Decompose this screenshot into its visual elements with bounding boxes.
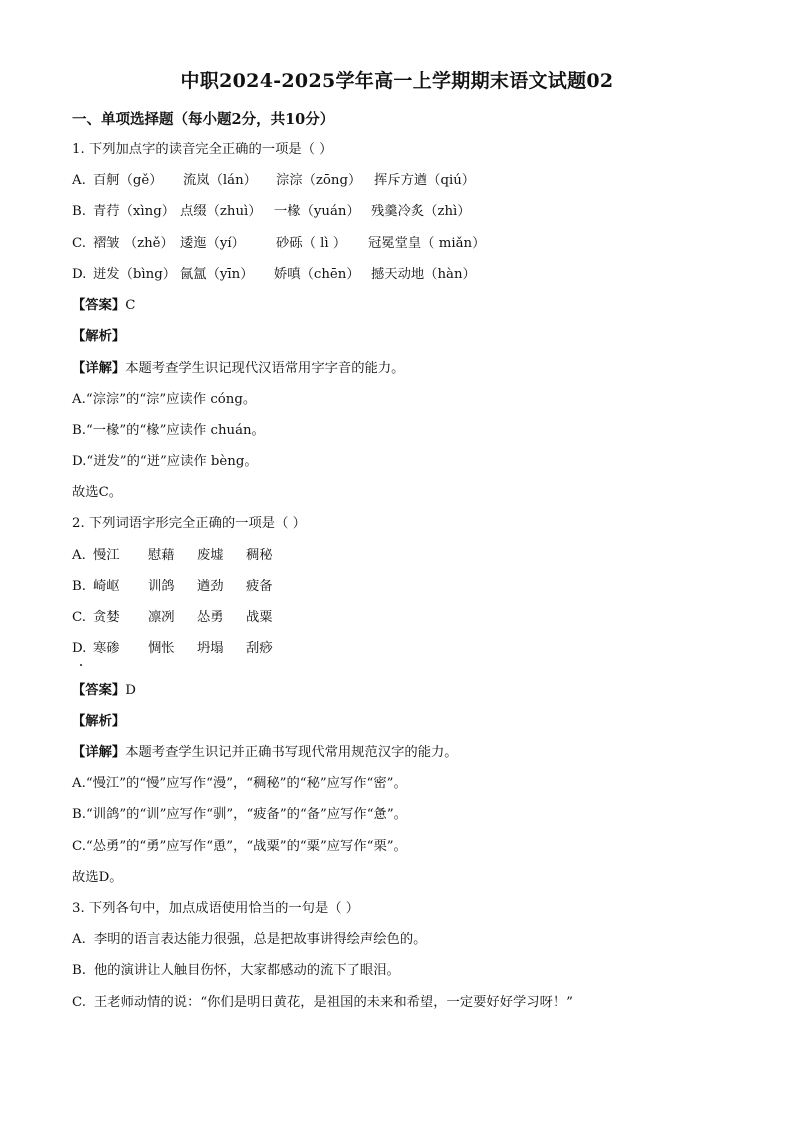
option-item: 废墟	[197, 548, 224, 563]
answer-value: D	[125, 683, 136, 698]
page-title: 中职2024-2025学年高一上学期期末语文试题02	[180, 70, 614, 92]
option-label: A.	[72, 548, 86, 563]
option-label: C.	[72, 236, 86, 251]
explanation-line: A.“慢江”的“慢”应写作“漫”，“稠秘”的“秘”应写作“密”。	[72, 776, 407, 791]
option-item: 战粟	[246, 610, 273, 625]
option-item: 惆怅	[148, 641, 175, 656]
analysis-tag: 【解析】	[72, 714, 126, 729]
option-label: A.	[72, 932, 86, 947]
option-text: 李明的语言表达能力很强，总是把故事讲得绘声绘色的。	[94, 932, 427, 947]
explanation-line: A.“淙淙”的“淙”应读作 cóng。	[72, 392, 257, 407]
option-label: D.	[72, 267, 87, 282]
option-item: 青荇（xìng）	[93, 204, 176, 219]
answer-line	[72, 297, 135, 315]
detail-tag: 【详解】	[72, 361, 126, 376]
option-item: 刮痧	[246, 641, 273, 656]
option-item: 寒碜	[93, 641, 120, 656]
detail-text: 本题考查学生识记并正确书写现代常用规范汉字的能力。	[125, 745, 458, 760]
explanation-line: C.“怂勇”的“勇”应写作“恿”，“战粟”的“粟”应写作“栗”。	[72, 839, 407, 854]
option-label: B.	[72, 204, 86, 219]
option-label: C.	[72, 995, 86, 1010]
option-item: 挥斥方遒（qiú）	[374, 173, 476, 188]
option-label: B.	[72, 963, 86, 978]
answer-value: C	[125, 298, 136, 313]
question-3-stem: 3. 下列各句中，加点成语使用恰当的一句是（ ）	[72, 901, 360, 916]
explanation-line: B.“一椽”的“椽”应读作 chuán。	[72, 423, 265, 438]
option-item: 砂砾（ lì ）	[276, 236, 347, 251]
answer-line	[72, 682, 136, 700]
option-label: D.	[72, 641, 87, 656]
option-item: 贪婪	[93, 610, 120, 625]
option-item: 点缀（zhuì）	[180, 204, 262, 219]
question-3-option-a	[72, 931, 426, 949]
option-item: 疲备	[246, 579, 273, 594]
option-item: 迸发（bìng）	[93, 267, 177, 282]
option-item: 逶迤（yí）	[180, 236, 245, 251]
option-item: 氤氲（yīn）	[180, 267, 254, 282]
option-item: 流岚（lán）	[183, 173, 257, 188]
question-1-stem: 1. 下列加点字的读音完全正确的一项是（ ）	[72, 142, 333, 157]
explanation-line: D.“迸发”的“迸”应读作 bèng。	[72, 454, 258, 469]
option-text: 他的演讲让人触目伤怀，大家都感动的流下了眼泪。	[94, 963, 400, 978]
option-item: 凛冽	[148, 610, 175, 625]
option-item: 淙淙（zōng）	[276, 173, 362, 188]
option-item: 坍塌	[197, 641, 224, 656]
detail-tag: 【详解】	[72, 745, 126, 760]
option-item: 稠秘	[246, 548, 273, 563]
option-item: 崎岖	[93, 579, 120, 594]
option-item: 残羹冷炙（zhì）	[371, 204, 471, 219]
option-item: 训鸽	[148, 579, 175, 594]
option-item: 冠冕堂皇（ miǎn）	[368, 236, 486, 251]
option-item: 娇嗔（chēn）	[274, 267, 360, 282]
answer-tag: 【答案】	[72, 683, 126, 698]
detail-line	[72, 744, 458, 762]
option-item: 褶皱 （zhě）	[93, 236, 174, 251]
conclusion-line: 故选C。	[72, 485, 123, 500]
stray-dot	[80, 664, 82, 666]
option-item: 慢江	[93, 548, 120, 563]
option-label: C.	[72, 610, 86, 625]
option-label: B.	[72, 579, 86, 594]
option-item: 百舸（gě）	[93, 173, 163, 188]
analysis-tag: 【解析】	[72, 329, 126, 344]
question-3-option-c	[72, 994, 573, 1012]
answer-tag: 【答案】	[72, 298, 126, 313]
option-text: 王老师动情的说：“你们是明日黄花，是祖国的未来和希望，一定要好好学习呀！”	[94, 995, 573, 1010]
detail-text: 本题考查学生识记现代汉语常用字字音的能力。	[125, 361, 405, 376]
question-3-option-b	[72, 962, 400, 980]
detail-line	[72, 360, 404, 378]
explanation-line: B.“训鸽”的“训”应写作“驯”，“疲备”的“备”应写作“惫”。	[72, 807, 407, 822]
option-item: 一椽（yuán）	[274, 204, 360, 219]
conclusion-line: 故选D。	[72, 870, 123, 885]
section-heading: 一、单项选择题（每小题2分，共10分）	[72, 111, 335, 128]
option-item: 怂勇	[197, 610, 224, 625]
option-label: A.	[72, 173, 86, 188]
option-item: 遒劲	[197, 579, 224, 594]
option-item: 慰藉	[148, 548, 175, 563]
option-item: 撼天动地（hàn）	[371, 267, 476, 282]
question-2-stem: 2. 下列词语字形完全正确的一项是（ ）	[72, 516, 306, 531]
